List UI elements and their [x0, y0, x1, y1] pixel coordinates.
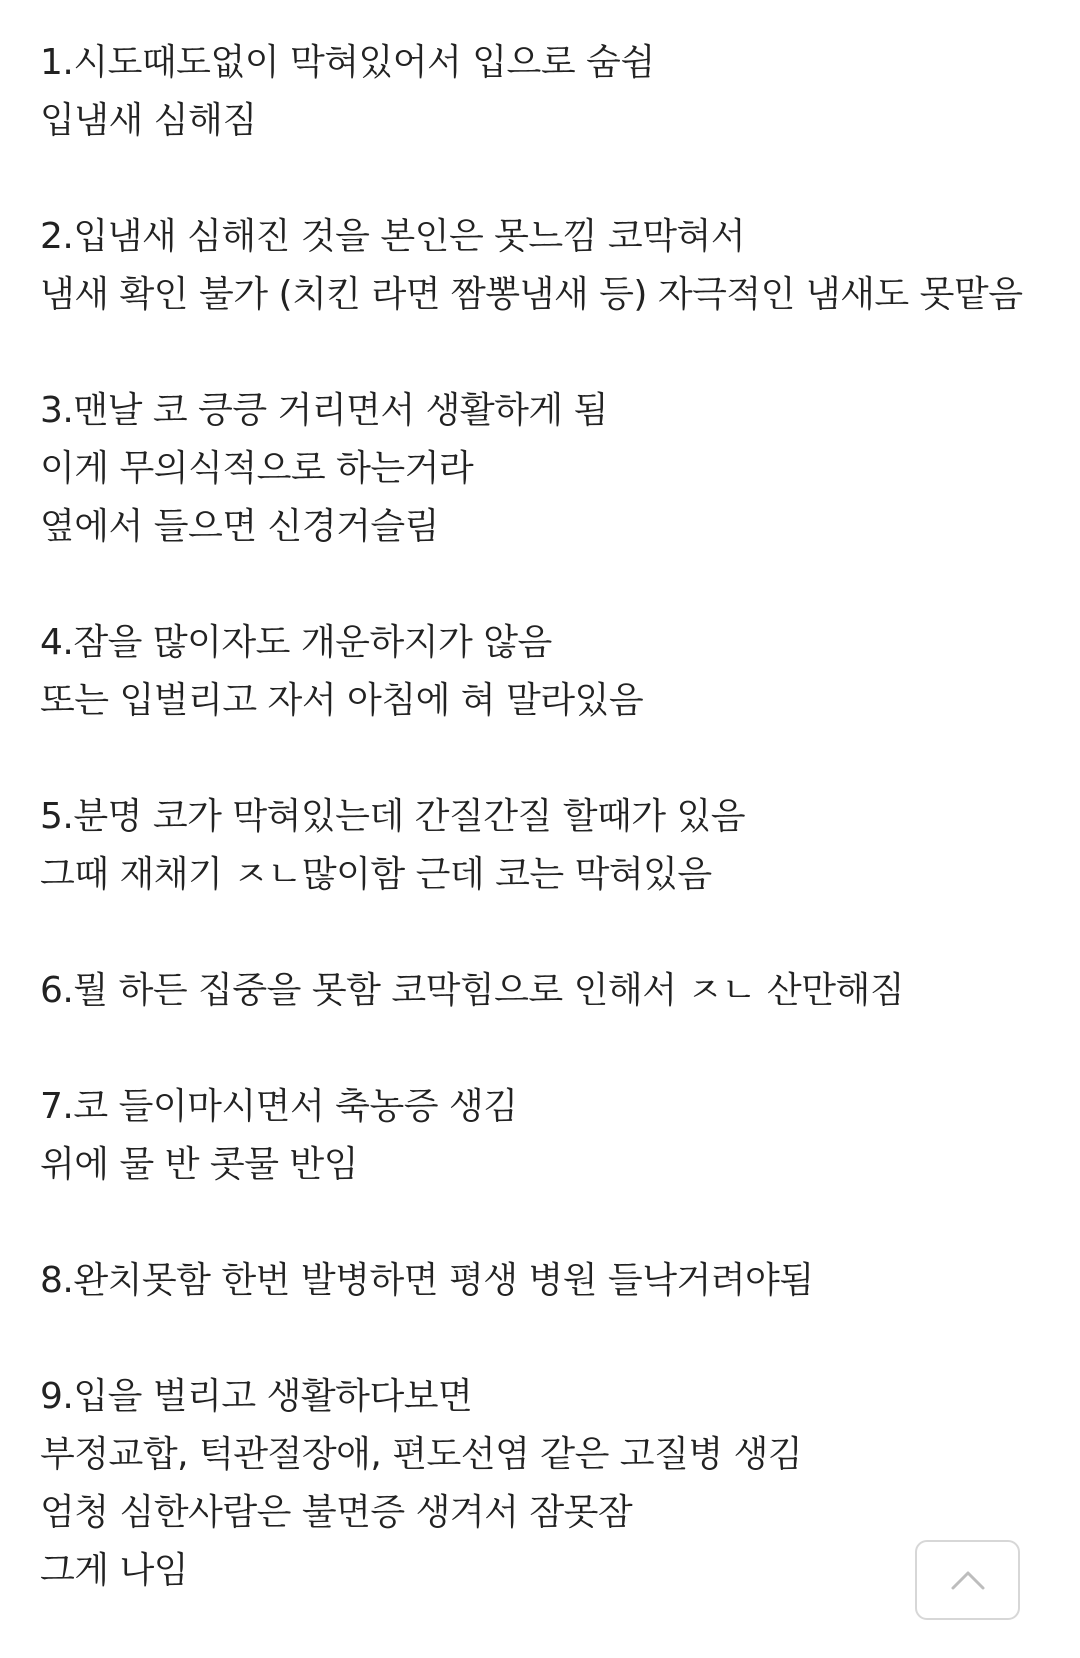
text-line: 위에 물 반 콧물 반임 [40, 1144, 358, 1185]
text-line: 또는 입벌리고 자서 아침에 혀 말라있음 [40, 680, 644, 721]
list-item-5 [40, 788, 1050, 904]
list-item-8 [40, 1252, 1050, 1310]
text-line: 이게 무의식적으로 하는거라 [40, 448, 474, 489]
list-item-7 [40, 1078, 1050, 1194]
scroll-to-top-button[interactable] [915, 1540, 1020, 1620]
list-item-4 [40, 614, 1050, 730]
list-item-9 [40, 1368, 1050, 1600]
list-item-1 [40, 34, 1050, 150]
post-body [40, 34, 1050, 1658]
text-line: 5.분명 코가 막혀있는데 간질간질 할때가 있음 [40, 796, 746, 837]
text-line: 그때 재채기 ㅈㄴ많이함 근데 코는 막혀있음 [40, 854, 712, 895]
text-line: 입냄새 심해짐 [40, 100, 257, 141]
text-line: 9.입을 벌리고 생활하다보면 [40, 1376, 473, 1417]
text-line: 1.시도때도없이 막혀있어서 입으로 숨쉼 [40, 42, 655, 83]
text-line: 6.뭘 하든 집중을 못함 코막힘으로 인해서 ㅈㄴ 산만해짐 [40, 970, 905, 1011]
list-item-6 [40, 962, 1050, 1020]
text-line: 부정교합, 턱관절장애, 편도선염 같은 고질병 생김 [40, 1434, 803, 1475]
text-line: 4.잠을 많이자도 개운하지가 않음 [40, 622, 552, 663]
text-line: 엄청 심한사람은 불면증 생겨서 잠못잠 [40, 1492, 633, 1533]
text-line: 냄새 확인 불가 (치킨 라면 짬뽕냄새 등) 자극적인 냄새도 못맡음 [40, 274, 1023, 315]
text-line: 8.완치못함 한번 발병하면 평생 병원 들낙거려야됨 [40, 1260, 814, 1301]
text-line: 옆에서 들으면 신경거슬림 [40, 506, 439, 547]
chevron-up-icon [950, 1569, 986, 1591]
text-line: 2.입냄새 심해진 것을 본인은 못느낌 코막혀서 [40, 216, 746, 257]
text-line: 7.코 들이마시면서 축농증 생김 [40, 1086, 518, 1127]
list-item-2 [40, 208, 1050, 324]
text-line: 그게 나임 [40, 1550, 189, 1591]
text-line: 3.맨날 코 킁킁 거리면서 생활하게 됨 [40, 390, 608, 431]
list-item-3 [40, 382, 1050, 556]
